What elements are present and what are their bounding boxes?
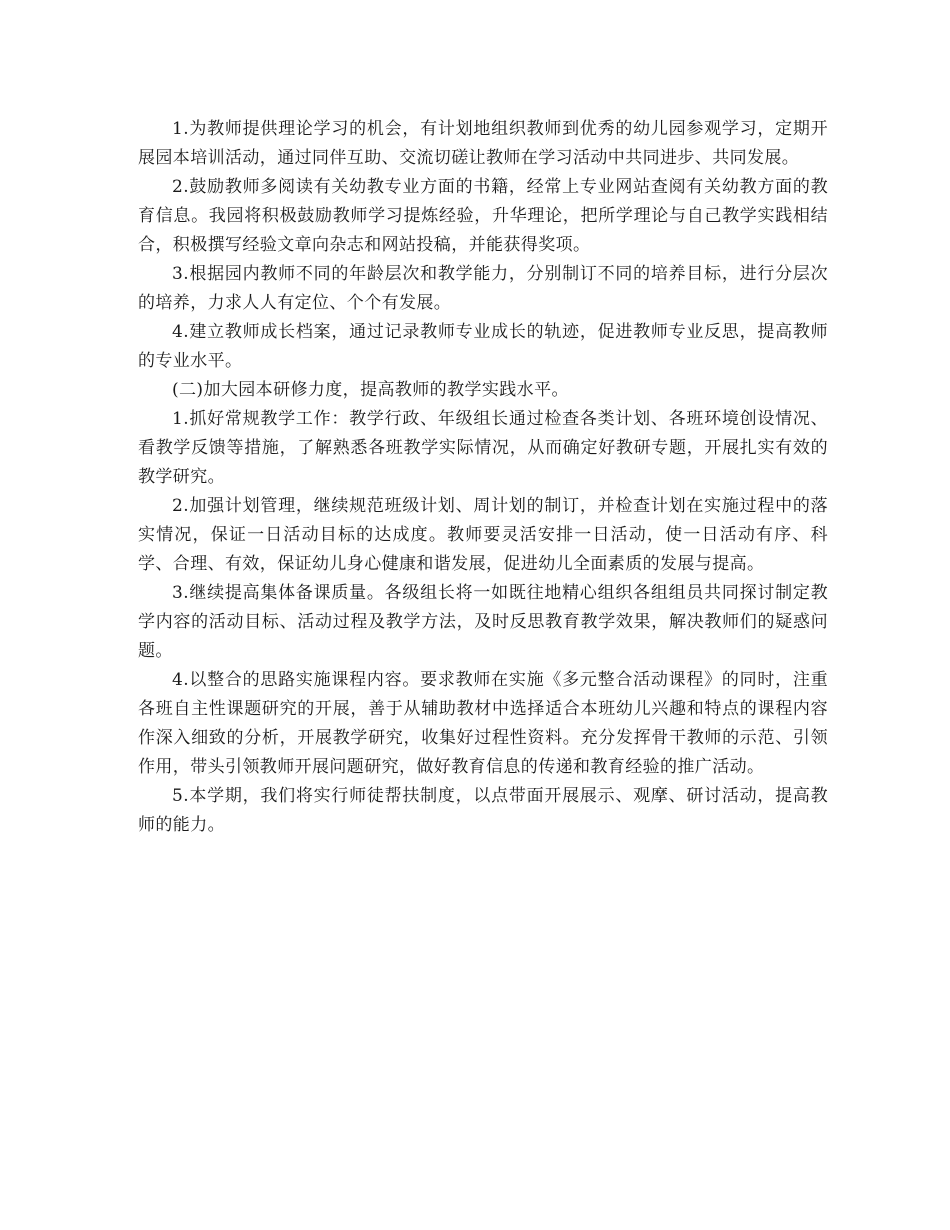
paragraph-1: 1.为教师提供理论学习的机会，有计划地组织教师到优秀的幼儿园参观学习，定期开展园本培训活动，通过同伴互助、交流切磋让教师在学习活动中共同进步、共同发展。 [138, 119, 828, 168]
document-body [138, 115, 828, 840]
paragraph-3: 3.根据园内教师不同的年龄层次和教学能力，分别制订不同的培养目标，进行分层次的培养，力求人人有定位、个个有发展。 [138, 264, 828, 313]
paragraph-5: 1.抓好常规教学工作：教学行政、年级组长通过检查各类计划、各班环境创设情况、看教学反馈等措施，了解熟悉各班教学实际情况，从而确定好教研专题，开展扎实有效的教学研究。 [138, 409, 828, 487]
paragraph-2: 2.鼓励教师多阅读有关幼教专业方面的书籍，经常上专业网站查阅有关幼教方面的教育信息。我园将积极鼓励教师学习提炼经验，升华理论，把所学理论与自己教学实践相结合，积极撰写经验文章向杂志和网站投稿，并能获得奖项。 [138, 177, 828, 255]
paragraph-8: 4.以整合的思路实施课程内容。要求教师在实施《多元整合活动课程》的同时，注重各班自主性课题研究的开展，善于从辅助教材中选择适合本班幼儿兴趣和特点的课程内容作深入细致的分析，开展教学研究，收集好过程性资料。充分发挥骨干教师的示范、引领作用，带头引领教师开展问题研究，做好教育信息的传递和教育经验的推广活动。 [138, 670, 828, 777]
paragraph-7: 3.继续提高集体备课质量。各级组长将一如既往地精心组织各组组员共同探讨制定教学内容的活动目标、活动过程及教学方法，及时反思教育教学效果，解决教师们的疑惑问题。 [138, 583, 828, 661]
section-heading: (二)加大园本研修力度，提高教师的教学实践水平。 [172, 380, 569, 400]
paragraph-6: 2.加强计划管理，继续规范班级计划、周计划的制订，并检查计划在实施过程中的落实情况，保证一日活动目标的达成度。教师要灵活安排一日活动，使一日活动有序、科学、合理、有效，保证幼儿身心健康和谐发展，促进幼儿全面素质的发展与提高。 [138, 496, 828, 574]
paragraph-9: 5.本学期，我们将实行师徒帮扶制度，以点带面开展展示、观摩、研讨活动，提高教师的能力。 [138, 786, 828, 835]
paragraph-4: 4.建立教师成长档案，通过记录教师专业成长的轨迹，促进教师专业反思，提高教师的专业水平。 [138, 322, 828, 371]
